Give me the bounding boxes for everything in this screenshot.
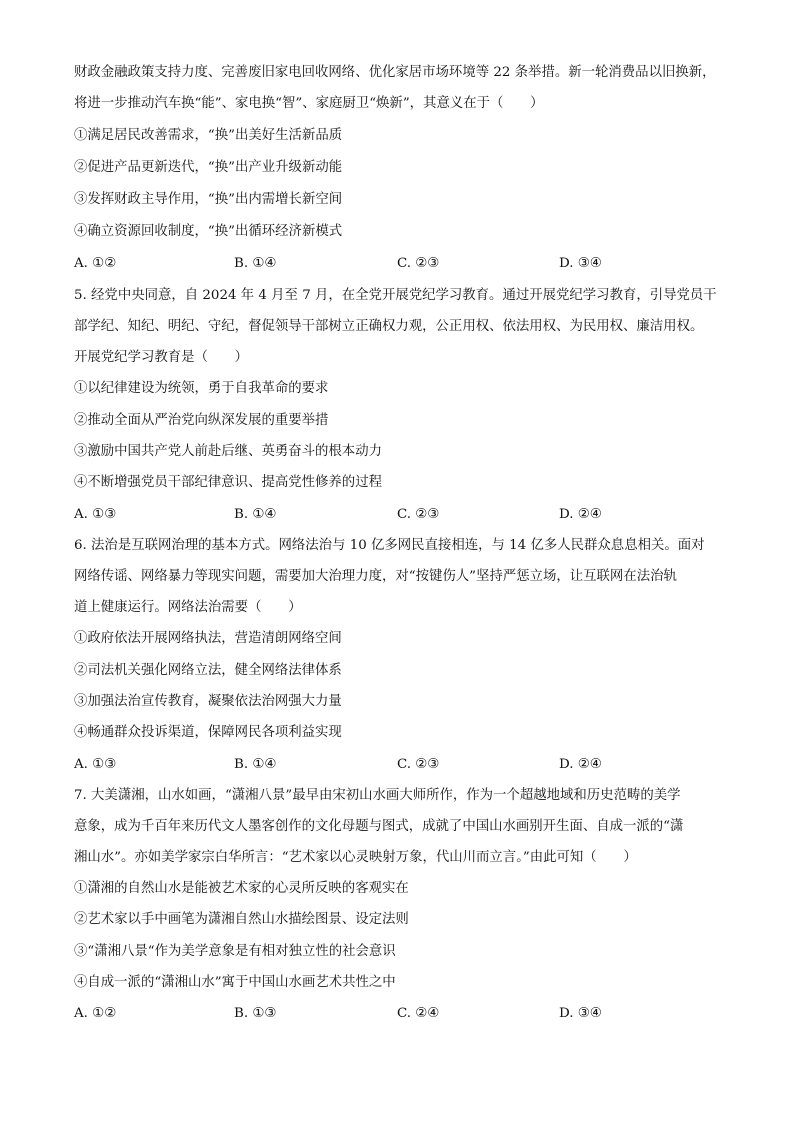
option-a[interactable]: A. ①② [74, 1006, 117, 1021]
question-6-options [74, 756, 634, 774]
option-c[interactable]: C. ②③ [397, 757, 440, 772]
option-d[interactable]: D. ②④ [559, 507, 602, 522]
option-c[interactable]: C. ②④ [397, 1006, 440, 1021]
question-5-item-2: ②推动全面从严治党向纵深发展的重要举措 [74, 413, 329, 428]
question-6-item-4: ④畅通群众投诉渠道，保障网民各项利益实现 [74, 725, 342, 740]
option-b[interactable]: B. ①③ [234, 1006, 277, 1021]
question-4-stem-line: 将进一步推动汽车换“能”、家电换“智”、家庭厨卫“焕新”，其意义在于（ ） [74, 96, 544, 111]
question-7-stem-line: 湘山水”。亦如美学家宗白华所言：“艺术家以心灵映射万象，代山川而立言。”由此可知（ ） [74, 850, 637, 865]
question-4-options [74, 255, 634, 273]
question-7-item-4: ④自成一派的“潇湘山水”寓于中国山水画艺术共性之中 [74, 975, 396, 990]
option-d[interactable]: D. ②④ [559, 757, 602, 772]
option-c[interactable]: C. ②③ [397, 256, 440, 271]
question-5-stem-line: 部学纪、知纪、明纪、守纪，督促领导干部树立正确权力观，公正用权、依法用权、为民用权、廉洁用权。 [74, 319, 704, 334]
option-b[interactable]: B. ①④ [234, 256, 277, 271]
question-4-item-1: ①满足居民改善需求，“换”出美好生活新品质 [74, 128, 343, 143]
question-4-stem-line: 财政金融政策支持力度、完善废旧家电回收网络、优化家居市场环境等 22 条举措。新一轮消费品以旧换新， [74, 65, 716, 80]
question-4-item-3: ③发挥财政主导作用，“换”出内需增长新空间 [74, 192, 343, 207]
question-5-item-1: ①以纪律建设为统领，勇于自我革命的要求 [74, 381, 329, 396]
question-5-item-4: ④不断增强党员干部纪律意识、提高党性修养的过程 [74, 475, 382, 490]
option-b[interactable]: B. ①④ [234, 507, 277, 522]
question-7-stem-line: 意象，成为千百年来历代文人墨客创作的文化母题与图式，成就了中国山水画别开生面、自成一派的“潇 [74, 819, 684, 834]
option-d[interactable]: D. ③④ [559, 256, 602, 271]
option-a[interactable]: A. ①③ [74, 757, 117, 772]
question-6-item-2: ②司法机关强化网络立法，健全网络法律体系 [74, 663, 342, 678]
option-d[interactable]: D. ③④ [559, 1006, 602, 1021]
option-c[interactable]: C. ②③ [397, 507, 440, 522]
question-5-stem-line: 开展党纪学习教育是（ ） [74, 350, 249, 365]
option-b[interactable]: B. ①④ [234, 757, 277, 772]
option-a[interactable]: A. ①② [74, 256, 117, 271]
question-7-item-3: ③“潇湘八景“作为美学意象是有相对独立性的社会意识 [74, 944, 396, 959]
question-5-item-3: ③激励中国共产党人前赴后继、英勇奋斗的根本动力 [74, 444, 382, 459]
question-4-item-2: ②促进产品更新迭代，“换”出产业升级新动能 [74, 160, 343, 175]
question-7-item-2: ②艺术家以手中画笔为潇湘自然山水描绘图景、设定法则 [74, 912, 409, 927]
question-6-stem-line: 6. 法治是互联网治理的基本方式。网络法治与 10 亿多网民直接相连，与 14 亿多人民群众息息相关。面对 [74, 538, 705, 553]
question-7-item-1: ①潇湘的自然山水是能被艺术家的心灵所反映的客观实在 [74, 881, 409, 896]
question-6-item-3: ③加强法治宣传教育，凝聚依法治网强大力量 [74, 694, 342, 709]
option-a[interactable]: A. ①③ [74, 507, 117, 522]
question-7-stem-line: 7. 大美潇湘，山水如画，“潇湘八景”最早由宋初山水画大师所作，作为一个超越地域和历史范畴的美学 [74, 788, 681, 803]
question-7-options [74, 1005, 634, 1023]
question-5-options [74, 506, 634, 524]
question-5-stem-line: 5. 经党中央同意，自 2024 年 4 月至 7 月，在全党开展党纪学习教育。通过开展党纪学习教育，引导党员干 [74, 288, 717, 303]
question-6-item-1: ①政府依法开展网络执法，营造清朗网络空间 [74, 631, 342, 646]
question-4-item-4: ④确立资源回收制度，“换”出循环经济新模式 [74, 224, 343, 239]
question-6-stem-line: 道上健康运行。网络法治需要（ ） [74, 600, 302, 615]
question-6-stem-line: 网络传谣、网络暴力等现实问题，需要加大治理力度，对“按键伤人”坚持严惩立场，让互联网在法治轨 [74, 569, 677, 584]
